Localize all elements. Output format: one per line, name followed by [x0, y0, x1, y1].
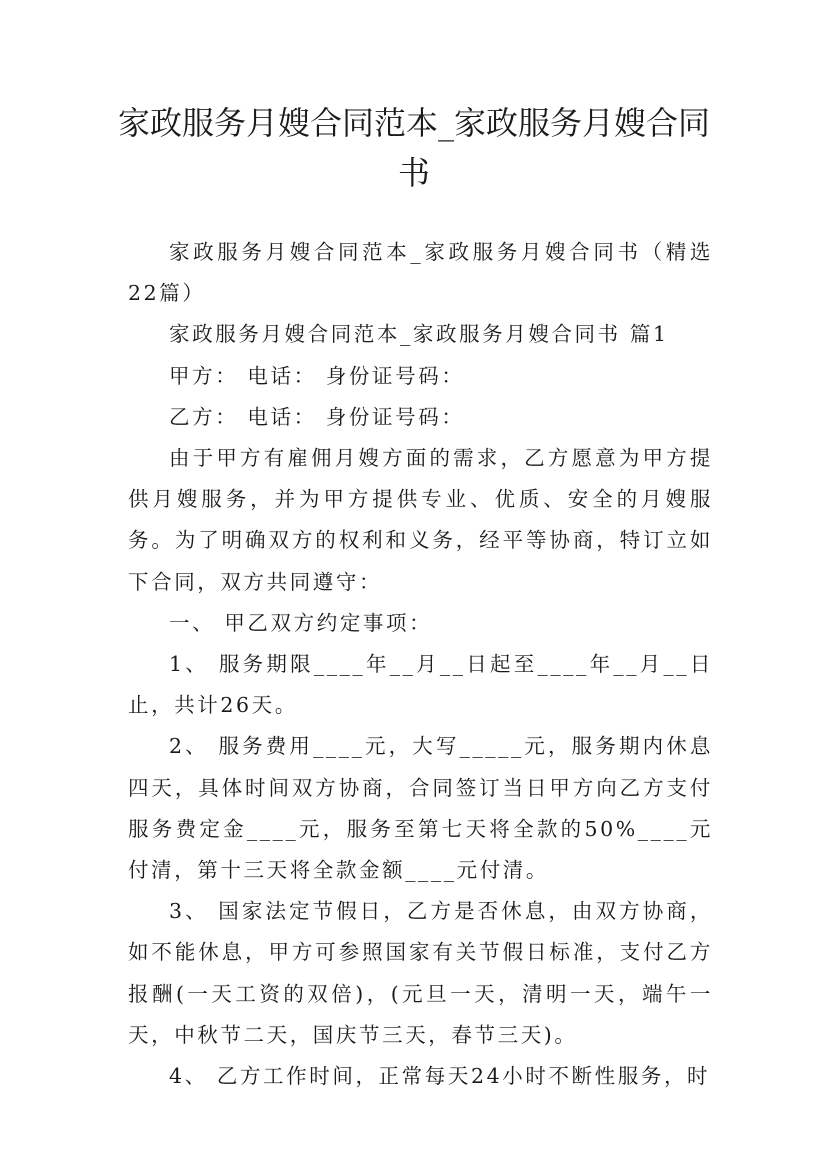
paragraph-clause-3: 3、 国家法定节假日，乙方是否休息，由双方协商，如不能休息，甲方可参照国家有关节假日标准，支付乙方报酬(一天工资的双倍)，(元旦一天，清明一天，端午一天，中秋节二天，国庆节三天，春节三天)。: [128, 899, 713, 1047]
paragraph-clause-heading: 一、 甲乙双方约定事项：: [169, 610, 433, 635]
paragraph-clause-1: 1、 服务期限____年__月__日起至____年__月__日止，共计26天。: [128, 652, 713, 718]
document-title: 家政服务月嫂合同范本_家政服务月嫂合同书: [117, 104, 710, 192]
document-body: [128, 232, 713, 1097]
paragraph-clause-2: 2、 服务费用____元，大写_____元，服务期内休息四天，具体时间双方协商，合同签订当日甲方向乙方支付服务费定金____元，服务至第七天将全款的50%____元付清，第十三天将全款金额____元付清。: [128, 734, 713, 883]
paragraph-preamble: 由于甲方有雇佣月嫂方面的需求，乙方愿意为甲方提供月嫂服务，并为甲方提供专业、优质、安全的月嫂服务。为了明确双方的权利和义务，经平等协商，特订立如下合同，双方共同遵守：: [128, 446, 713, 594]
paragraph-clause-4: 4、 乙方工作时间，正常每天24小时不断性服务，时: [169, 1064, 711, 1089]
paragraph-intro: 家政服务月嫂合同范本_家政服务月嫂合同书（精选22篇）: [128, 240, 713, 306]
paragraph-party-a: 甲方： 电话： 身份证号码：: [169, 363, 465, 388]
paragraph-section-heading: 家政服务月嫂合同范本_家政服务月嫂合同书 篇1: [169, 322, 669, 347]
paragraph-party-b: 乙方： 电话： 身份证号码：: [169, 404, 465, 429]
